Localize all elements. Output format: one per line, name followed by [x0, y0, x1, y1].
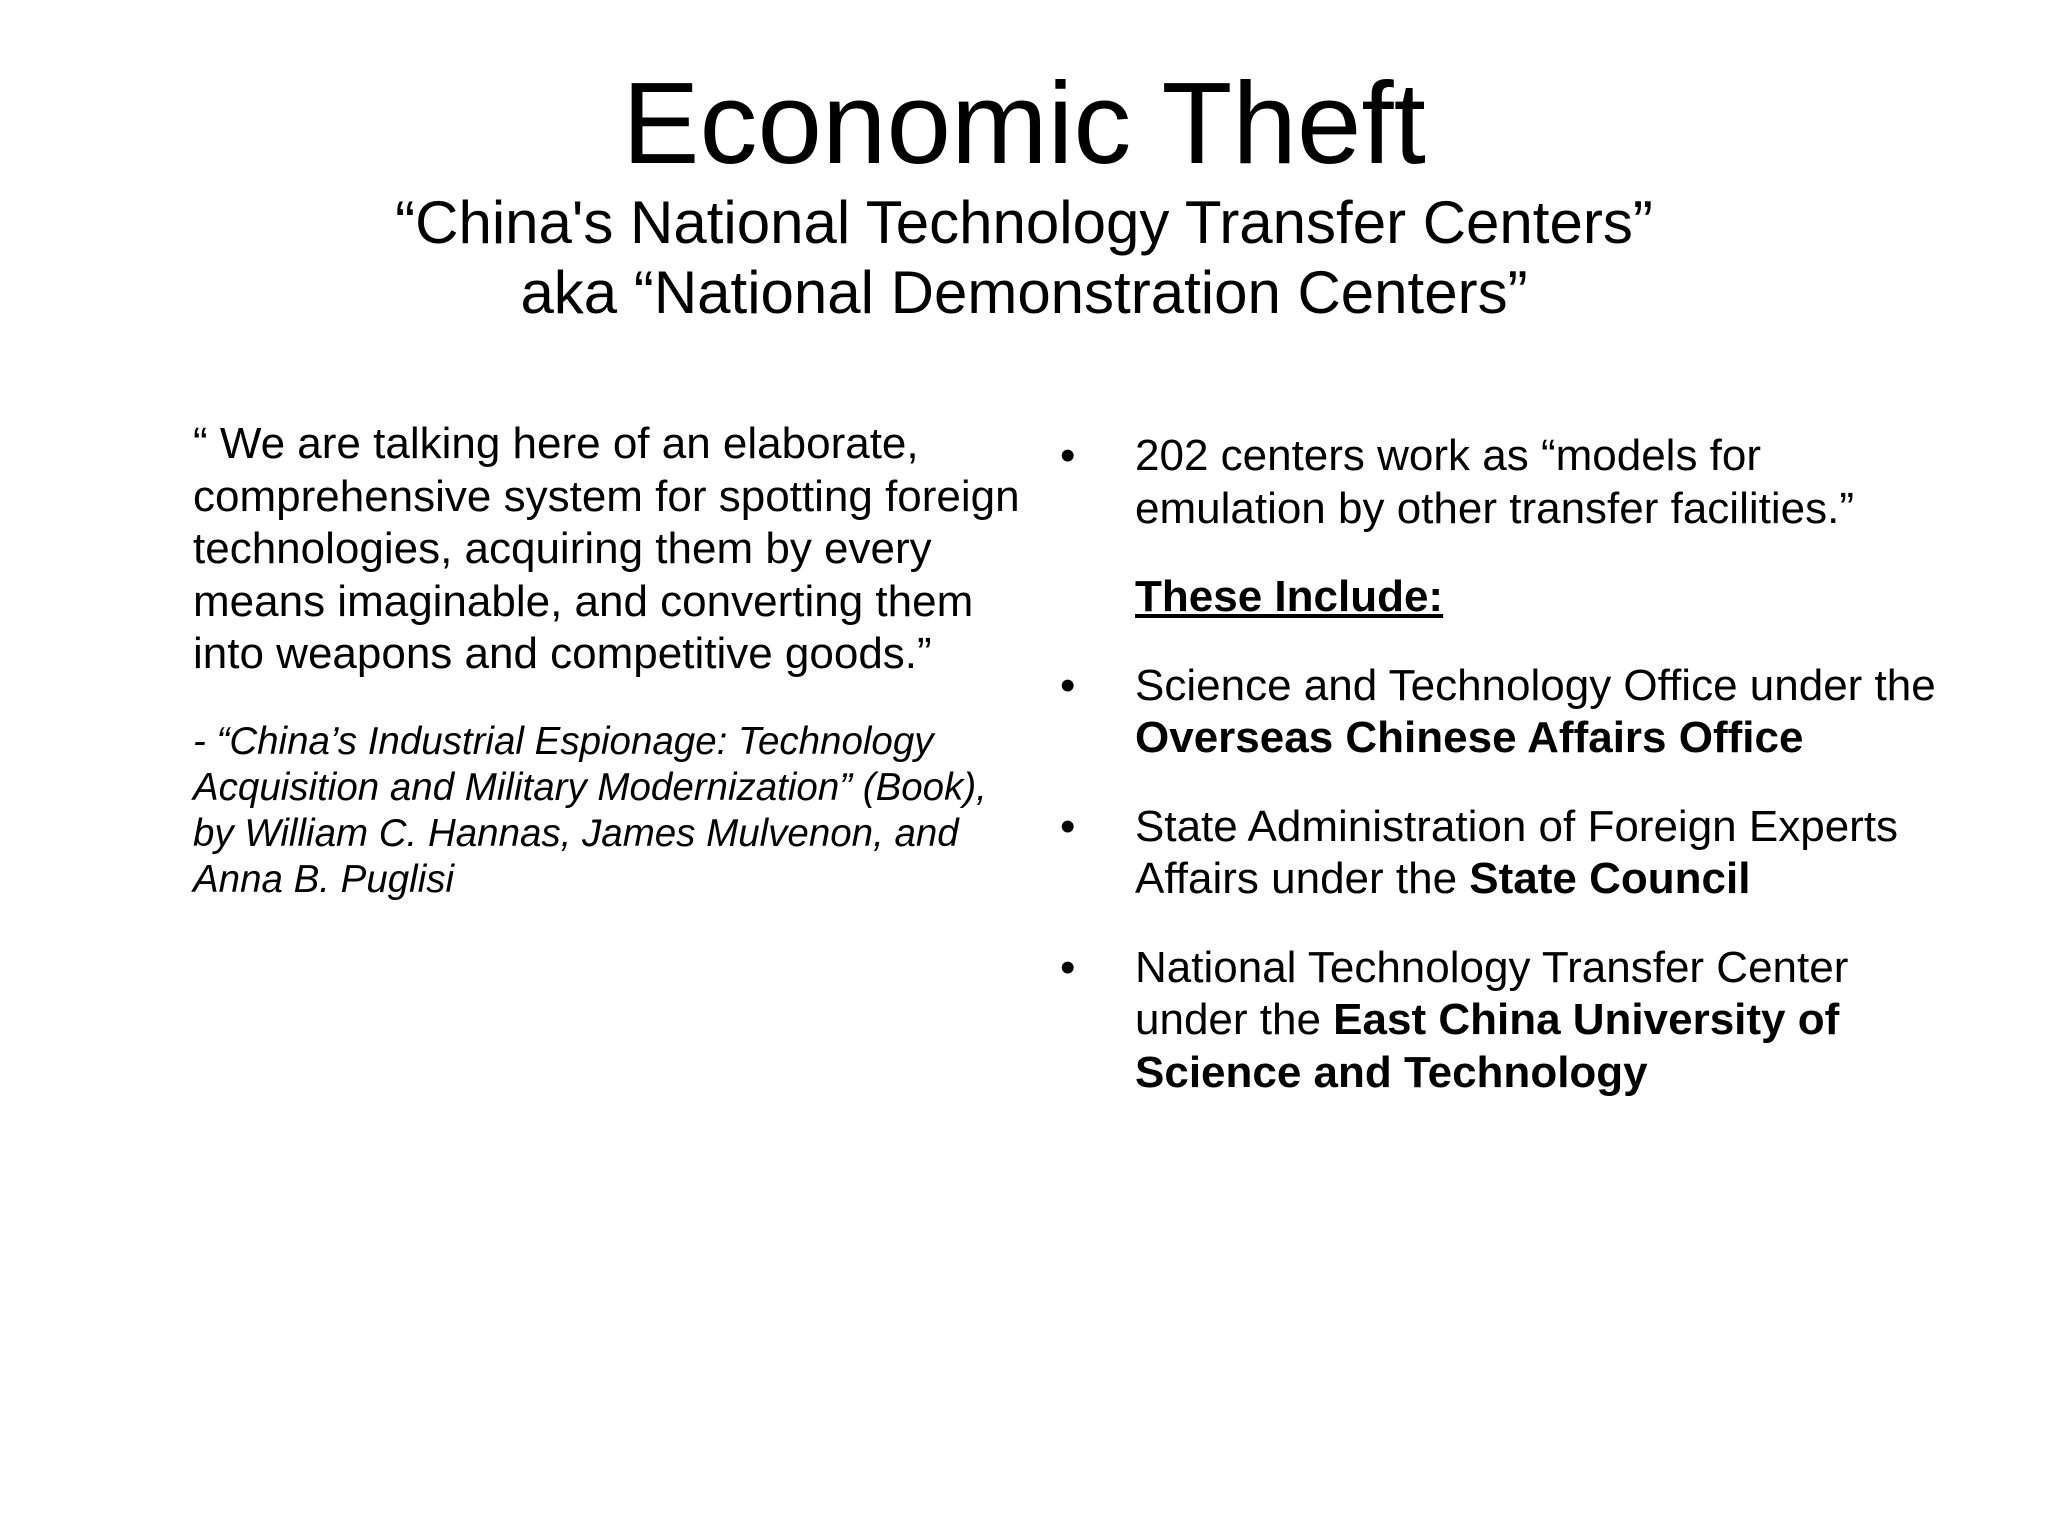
- bullet-text: State Administration of Foreign Experts Affairs under the: [1135, 801, 1899, 903]
- quote-text: “ We are talking here of an elaborate, comprehensive system for spotting foreign technologies, acquiring them by every means imaginable, and converting them into weapons and competitive goods.”: [193, 419, 1020, 678]
- bullet-item-centers: [1060, 430, 1960, 535]
- list-heading: These Include:: [1135, 572, 1444, 621]
- bullet-icon: •: [1060, 942, 1076, 992]
- quote-citation: - “China’s Industrial Espionage: Technology Acquisition and Military Modernization” (Book), by William C. Hannas, James Mulvenon, and Anna B. Puglisi: [193, 719, 987, 901]
- slide-subtitle: [0, 188, 2048, 328]
- quote-column: [193, 418, 1023, 903]
- slide-title: Economic Theft: [622, 58, 1426, 188]
- bullet-bold-text: State Council: [1469, 854, 1751, 903]
- bullet-bold-text: East China University of Science and Technology: [1135, 995, 1840, 1097]
- bullet-item-foreign-experts: [1060, 801, 1960, 906]
- bullet-text: Science and Technology Office under the: [1135, 660, 1936, 710]
- subtitle-line-2: aka “National Demonstration Centers”: [520, 259, 1528, 326]
- bullet-item-overseas-office: [1060, 660, 1960, 765]
- bullet-text: 202 centers work as “models for emulation by other transfer facilities.”: [1135, 431, 1854, 533]
- bullet-icon: •: [1060, 660, 1076, 710]
- bullet-item-transfer-center: [1060, 942, 1960, 1100]
- bullet-bold-text: Overseas Chinese Affairs Office: [1135, 713, 1804, 762]
- bullet-column: [1060, 430, 1960, 1135]
- subtitle-line-1: “China's National Technology Transfer Centers”: [395, 189, 1653, 256]
- bullet-icon: •: [1060, 801, 1076, 851]
- bullet-text: National Technology Transfer Center under the: [1135, 942, 1849, 1044]
- bullet-icon: •: [1060, 431, 1076, 480]
